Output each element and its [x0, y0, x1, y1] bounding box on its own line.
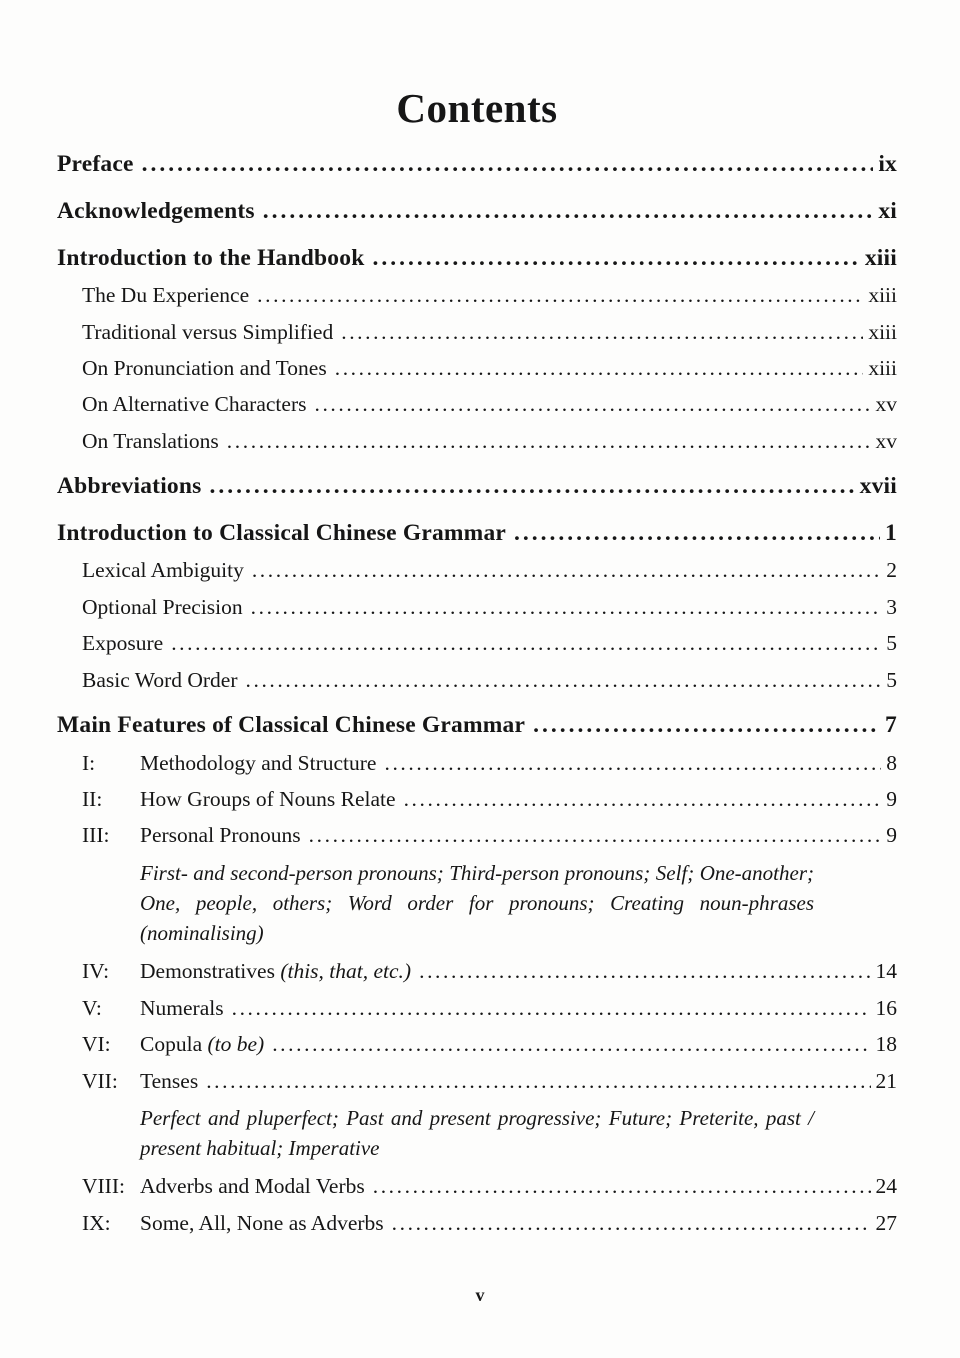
toc-entry	[82, 320, 897, 345]
toc-entry	[82, 631, 897, 656]
toc-entry-label: Numerals	[140, 995, 224, 1020]
toc-section-numeral: V:	[82, 995, 102, 1020]
toc-page-number: 18	[875, 1032, 897, 1057]
toc-leader-dots	[263, 198, 874, 226]
toc-section-numeral: VIII:	[82, 1174, 125, 1199]
toc-leader-dots	[404, 787, 882, 812]
toc-entry-label: Introduction to the Handbook	[57, 244, 365, 271]
toc-entry-label: Adverbs and Modal Verbs	[140, 1174, 365, 1199]
toc-leader-dots	[314, 392, 870, 417]
toc-entry-label: Abbreviations	[57, 473, 202, 500]
toc-page-number: 9	[886, 823, 897, 848]
toc-leader-dots	[373, 1174, 871, 1199]
toc-page-number: xiii	[868, 319, 897, 344]
toc-entry	[82, 558, 897, 583]
toc-entry-label: Traditional versus Simplified	[82, 319, 334, 344]
toc-entry-label: Acknowledgements	[57, 197, 255, 224]
toc-entry	[82, 996, 897, 1021]
toc-leader-dots	[210, 473, 855, 501]
toc-entry	[82, 959, 897, 984]
toc-leader-dots	[252, 558, 881, 583]
toc-entry	[57, 520, 897, 548]
toc-page-number: xiii	[868, 283, 897, 308]
toc-section-numeral: III:	[82, 823, 110, 848]
toc-page-number: 9	[886, 787, 897, 811]
toc-entry-label: Methodology and Structure	[140, 750, 377, 775]
toc-entry	[82, 787, 897, 812]
toc-entry-label: Personal Pronouns	[140, 823, 301, 848]
toc-page-number: 5	[886, 667, 897, 692]
toc-leader-dots	[419, 959, 870, 984]
toc-leader-dots	[341, 320, 863, 345]
toc-leader-dots	[246, 668, 882, 693]
toc-entry-label: Some, All, None as Adverbs	[140, 1210, 384, 1235]
toc-entry-label: Lexical Ambiguity	[82, 558, 244, 583]
toc-page-number: xvii	[859, 473, 897, 500]
toc-entry-description: First- and second-person pronouns; Third-person pronouns; Self; One-another; One, people, others; Word order for pronouns; Creating noun-phrases (nominalising)	[140, 860, 814, 946]
toc-entry	[57, 151, 897, 179]
toc-page-number: xi	[878, 197, 897, 224]
toc-page-number: 5	[886, 631, 897, 656]
toc-entry-label: Exposure	[82, 631, 164, 656]
toc-page-number: 16	[875, 995, 897, 1020]
toc-leader-dots	[257, 283, 863, 308]
toc-page-number: xiii	[864, 244, 897, 271]
toc-leader-dots	[514, 520, 880, 548]
toc-section-numeral: VII:	[82, 1068, 118, 1093]
toc-leader-dots	[272, 1032, 870, 1057]
toc-leader-dots	[384, 751, 881, 776]
toc-leader-dots	[227, 429, 871, 454]
toc-page-number: 3	[886, 594, 897, 619]
page-title: Contents	[396, 85, 558, 131]
toc-section-numeral: II:	[82, 787, 103, 811]
toc-entry	[82, 429, 897, 454]
toc-entry-label: On Translations	[82, 428, 219, 453]
toc-section-numeral: VI:	[82, 1032, 111, 1057]
toc-entry-label: How Groups of Nouns Relate	[140, 787, 396, 811]
toc-leader-dots	[309, 823, 882, 848]
toc-entry	[82, 751, 897, 776]
toc-entry-label: Copula (to be)	[140, 1032, 265, 1057]
toc-page-number: xiii	[868, 355, 897, 380]
toc-entry-label: On Pronunciation and Tones	[82, 355, 327, 380]
toc-entry-description: Perfect and pluperfect; Past and present progressive; Future; Preterite, past / present habitual; Imperative	[140, 1105, 814, 1161]
toc-entry-label: Demonstratives (this, that, etc.)	[140, 959, 412, 984]
toc-entry	[82, 1069, 897, 1094]
toc-entry	[82, 356, 897, 381]
toc-section-numeral: IV:	[82, 959, 110, 984]
toc-page-number: 24	[875, 1174, 897, 1199]
toc-page-number: 2	[886, 558, 897, 583]
toc-entry	[82, 1174, 897, 1199]
toc-page-number: xv	[875, 392, 897, 417]
toc-entry	[82, 392, 897, 417]
toc-entry-label: Main Features of Classical Chinese Grammar	[57, 711, 526, 738]
toc-leader-dots	[142, 151, 874, 179]
toc-entry	[82, 1211, 897, 1236]
toc-entry	[57, 245, 897, 273]
toc-leader-dots	[171, 631, 881, 656]
toc-leader-dots	[392, 1211, 871, 1236]
toc-entry	[82, 283, 897, 308]
toc-entry	[57, 473, 897, 501]
toc-page-number: xv	[875, 428, 897, 453]
toc-leader-dots	[206, 1069, 870, 1094]
toc-page-number: 7	[885, 711, 897, 738]
toc-entry-label: Basic Word Order	[82, 667, 238, 692]
toc-page-number: ix	[878, 151, 897, 178]
toc-page-number: 14	[875, 959, 897, 984]
table-of-contents	[57, 151, 897, 1236]
toc-section-numeral: I:	[82, 750, 96, 775]
toc-leader-dots	[232, 996, 871, 1021]
toc-section-numeral: IX:	[82, 1210, 111, 1235]
toc-entry-label: The Du Experience	[82, 283, 250, 308]
toc-leader-dots	[335, 356, 864, 381]
toc-entry	[82, 1032, 897, 1057]
toc-leader-dots	[533, 712, 880, 740]
toc-entry-label: Optional Precision	[82, 594, 243, 619]
toc-entry	[82, 595, 897, 620]
toc-page-number: 8	[886, 750, 897, 775]
toc-page-number: 27	[875, 1210, 897, 1235]
toc-entry	[82, 668, 897, 693]
toc-entry-label: Tenses	[140, 1068, 199, 1093]
toc-entry-label: Introduction to Classical Chinese Grammar	[57, 519, 507, 546]
page-folio: v	[475, 1285, 485, 1305]
toc-entry-label-italic: (this, that, etc.)	[280, 959, 412, 984]
toc-entry	[82, 823, 897, 848]
toc-entry-label: On Alternative Characters	[82, 392, 307, 417]
toc-entry	[57, 712, 897, 740]
toc-entry	[57, 198, 897, 226]
toc-page-number: 21	[875, 1068, 897, 1093]
toc-leader-dots	[372, 245, 859, 273]
toc-entry-label: Preface	[57, 151, 134, 178]
toc-leader-dots	[251, 595, 882, 620]
toc-entry-label-italic: (to be)	[207, 1032, 265, 1057]
toc-page-number: 1	[885, 519, 897, 546]
